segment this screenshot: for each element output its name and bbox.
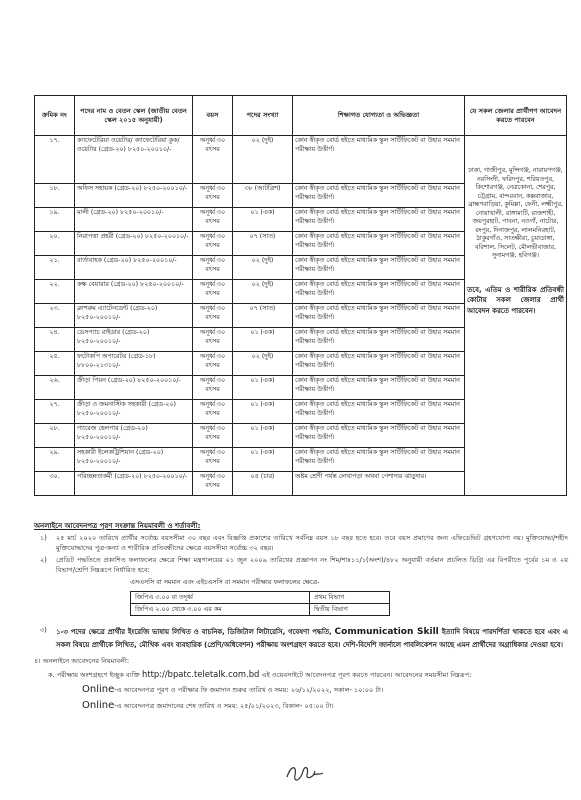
rule-text xyxy=(56,626,568,651)
online-start-text: -এ আবেদনপত্র পূরণ ও পরীক্ষার ফি জমাদান শুরুর তারিখ ও সময়: ২৬/১২/২০২২, সকাল- ১০:০০ টা। xyxy=(114,685,384,694)
cell-post: অফিস সহায়ক (গ্রেড-২০) ৮২৫০-২০০১০/- xyxy=(75,184,193,208)
cell-qualification: কোন স্বীকৃত বোর্ড হইতে মাধ্যমিক স্কুল সার্টিফিকেট বা উহার সমমান পরীক্ষায় উত্তীর্ণ। xyxy=(293,304,465,328)
cell-count: ০২ (দুই) xyxy=(233,352,293,376)
cell-post: ক্লাশরুম এ্যাটেনডেন্ট (গ্রেড-২০) ৮২৫০-২০০১০/- xyxy=(75,304,193,328)
grade-division: দ্বিতীয় বিভাগ xyxy=(309,603,389,615)
signature-image xyxy=(283,761,327,785)
online-rule-ka-text-b: এই ওয়েবসাইটে আবেদনপত্র পূরণ করতে পারবেন। আবেদনের সময়সীমা নিম্নরূপ: xyxy=(261,671,472,680)
online-rule-ka-text-a: পরীক্ষায় অংশগ্রহণে ইচ্ছুক ব্যক্তি xyxy=(56,671,140,680)
districts-list: ঢাকা, গাজীপুর, মুন্সিগঞ্জ, নারায়ণগঞ্জ, নরসিংদী, ফরিদপুর, শরিয়তপুর, কিশোরগঞ্জ, নেত্রকোনা, শেরপুর, চট্টগ্রাম, বান্দরবান, কক্সবাজার, ব্রাহ্মণবাড়িয়া, কুমিল্লা, ফেনী, লক্ষ্মীপুর, নোয়াখালী, রাঙ্গামাটি, রাজশাহী, জয়পুরহাট, পাবনা, নওগাঁ, নাটোর, রংপুর, দিনাজপুর, লালমনিরহাট, ঠাকুরগাঁও, সাতক্ষীরা, চুয়াডাঙ্গা, বরিশাল, সিলেট, মৌলভীবাজার, সুনামগঞ্জ, হবিগঞ্জ। xyxy=(468,167,563,259)
cell-serial: ২৭. xyxy=(35,400,75,424)
cell-qualification: কোন স্বীকৃত বোর্ড হইতে মাধ্যমিক স্কুল সার্টিফিকেট বা উহার সমমান পরীক্ষায় উত্তীর্ণ। xyxy=(293,328,465,352)
online-word: Online xyxy=(82,683,115,695)
table-row xyxy=(131,603,390,615)
online-rule-ka xyxy=(34,668,568,681)
header-count: পদের সংখ্যা xyxy=(233,96,293,136)
districts-note: তবে, এতিম ও শারীরিক প্রতিবন্ধী কোটায় সকল জেলার প্রার্থী আবেদন করতে পারবেন। xyxy=(467,285,564,316)
cell-age: অনূর্ধ্ব ৩০ বৎসর xyxy=(193,352,233,376)
cell-count: ০১ (এক) xyxy=(233,328,293,352)
rule-text: ২৫ মার্চ ২০২০ তারিখে প্রার্থীর সর্বোচ্চ বয়সসীমা ৩০ বছর এবং বিজ্ঞপ্তি প্রকাশের তারিখে সর্বনিম্ন বয়স ১৮ বছর হতে হবে। তবে বয়স প্রমাণের জন্য এফিডেভিট গ্রহণযোগ্য নয়। মুক্তিযোদ্ধা/শহীদ মুক্তিযোদ্ধাদের পুত্র-কন্যা ও শারীরিক প্রতিবন্ধীদের ক্ষেত্রে বয়সসীমা সর্বোচ্চ ৩২ বছর। xyxy=(56,534,568,552)
cell-count: ০১ (এক) xyxy=(233,424,293,448)
cell-age: অনূর্ধ্ব ৩০ বৎসর xyxy=(193,208,233,232)
cell-post: গ্যারেজ হেলপার (গ্রেড-২০) ৮২৫০-২০০১০/- xyxy=(75,424,193,448)
cell-serial: ২৫. xyxy=(35,352,75,376)
rules-section xyxy=(34,521,568,716)
header-age: বয়স xyxy=(193,96,233,136)
cell-serial: ২০. xyxy=(35,232,75,256)
cell-age: অনূর্ধ্ব ৩০ বৎসর xyxy=(193,424,233,448)
cell-age: অনূর্ধ্ব ৩০ বৎসর xyxy=(193,328,233,352)
cell-post: কক্ষ বেয়ারার (গ্রেড-২০) ৮২৫০-২০০১০/- xyxy=(75,280,193,304)
rule-number: ১) xyxy=(40,534,47,543)
application-url-link[interactable]: http://bpatc.teletalk.com.bd xyxy=(142,669,260,680)
cell-serial: ২৮. xyxy=(35,424,75,448)
cell-count: ০৭ (সাত) xyxy=(233,232,293,256)
grade-division: প্রথম বিভাগ xyxy=(309,591,389,603)
table-row xyxy=(131,591,390,603)
header-post: পদের নাম ও বেতন স্কেল (জাতীয় বেতন স্কেল ২০১৫ অনুযায়ী) xyxy=(75,96,193,136)
header-districts: যে সকল জেলার প্রার্থীগণ আবেদন করতে পারবেন xyxy=(465,96,567,136)
cell-count: ৩৮ (আটত্রিশ) xyxy=(233,184,293,208)
cell-post: বার্তাবাহক (গ্রেড-২০) ৮২৫০-২০০১০/- xyxy=(75,256,193,280)
online-rules-title: ৪। অনলাইনে আবেদনের নিয়মাবলী: xyxy=(34,656,130,665)
grade-gpa: জিপিএ ৩.০০ বা তদূর্ধ্ব xyxy=(131,591,310,603)
cell-qualification: কোন স্বীকৃত বোর্ড হইতে মাধ্যমিক স্কুল সার্টিফিকেট বা উহার সমমান পরীক্ষায় উত্তীর্ণ। xyxy=(293,256,465,280)
cell-count: ০১ (এক) xyxy=(233,376,293,400)
cell-post: ক্রীড়া পিয়ন (গ্রেড-২০) ৮২৫০-২০০১০/- xyxy=(75,376,193,400)
cell-count: ০২ (দুই) xyxy=(233,280,293,304)
online-start-date xyxy=(34,683,568,698)
cell-post: নিরাপত্তা প্রহরী (গ্রেড-২০) ৮২৫০-২০০১০/- xyxy=(75,232,193,256)
cell-qualification: কোন স্বীকৃত বোর্ড হইতে মাধ্যমিক স্কুল সার্টিফিকেট বা উহার সমমান পরীক্ষায় উত্তীর্ণ। xyxy=(293,424,465,448)
cell-count: ০১ (এক) xyxy=(233,208,293,232)
table-row xyxy=(35,136,567,184)
cell-age: অনূর্ধ্ব ৩০ বৎসর xyxy=(193,256,233,280)
rule-text: প্রেডিট পদ্ধতিতে প্রকাশিত ফলাফলের ক্ষেত্রে শিক্ষা মন্ত্রণালয়ের ০১ জুন ২০০৯ তারিখের প্রজ্ঞাপন নং শিম/শাঃ১১/১(অংশ)/৪৮২ অনুযায়ী বর্তমান প্রচলিত ডিগ্রি এর বিপরীতে পূর্বের ১ম ও ২য় বিভাগ/শ্রেণি নিম্নরূপে নির্ধারিত হবে: xyxy=(56,556,568,574)
online-rule-ka-label: ক. xyxy=(48,671,55,680)
communication-skill-text: Communication Skill xyxy=(334,626,439,637)
cell-age: অনূর্ধ্ব ৩০ বৎসর xyxy=(193,280,233,304)
cell-post: ডেসপ্যাচ রাইডার (গ্রেড-২০) ৮২৫০-২০০১০/- xyxy=(75,328,193,352)
cell-count: ০৪ (চার) xyxy=(233,472,293,496)
cell-count: ০১ (এক) xyxy=(233,448,293,472)
cell-serial: ২১. xyxy=(35,256,75,280)
header-qualification: শিক্ষাগত যোগ্যতা ও অভিজ্ঞতা xyxy=(293,96,465,136)
cell-age: অনূর্ধ্ব ৩০ বৎসর xyxy=(193,304,233,328)
rule-3-text-b: ইত্যাদি বিষয়ে পারদর্শিতা থাকতে হবে এবং এ সকল বিষয়ে প্রার্থীকে লিখিত, মৌখিক এবং ব্যবহারিক (প্রেণি/অধিবেশন) পরীক্ষায় অংশগ্রহণ করতে হবে। দেশি-বিদেশি জার্নালে পাবলিকেশন আছে এমন প্রার্থীদের অগ্রাধিকার দেওয়া হবে। xyxy=(56,627,569,649)
online-end-text: -এ আবেদনপত্র জমাদানের শেষ তারিখ ও সময়: ২৫/০১/২০২৩, বিকাল- ০৫:০০ টা। xyxy=(114,702,334,711)
online-word: Online xyxy=(82,700,115,712)
cell-serial: ২২. xyxy=(35,280,75,304)
cell-serial: ২৯. xyxy=(35,448,75,472)
cell-age: অনূর্ধ্ব ৩০ বৎসর xyxy=(193,184,233,208)
cell-count: ০৭ (সাত) xyxy=(233,304,293,328)
cell-post: ক্রীড়া ও জমনাস্টিক সহকারী (গ্রেড-২০) ৮২৫০-২০০১০/- xyxy=(75,400,193,424)
cell-post: ফটোকপি অপারেটর (গ্রেড-১৮) ৮৮০০-২১৩১০/- xyxy=(75,352,193,376)
cell-qualification: কোন স্বীকৃত বোর্ড হইতে মাধ্যমিক স্কুল সার্টিফিকেট বা উহার সমমান পরীক্ষায় উত্তীর্ণ। xyxy=(293,400,465,424)
cell-serial: ২৪. xyxy=(35,328,75,352)
cell-qualification: কোন স্বীকৃত বোর্ড হইতে মাধ্যমিক স্কুল সার্টিফিকেট বা উহার সমমান পরীক্ষায় উত্তীর্ণ। xyxy=(293,184,465,208)
cell-age: অনূর্ধ্ব ৩০ বৎসর xyxy=(193,232,233,256)
cell-post: ক্যাফেটেরিয়া ওয়েটার/ ক্যাফেটেরিয়া কুক/ওয়েটার (গ্রেড-২০) ৮২৫০-২০০১০/- xyxy=(75,136,193,184)
cell-post: মালী (গ্রেড-২০) ৮২৫০-২০০১০/- xyxy=(75,208,193,232)
cell-qualification: কোন স্বীকৃত বোর্ড হইতে মাধ্যমিক স্কুল সার্টিফিকেট বা উহার সমমান পরীক্ষায় উত্তীর্ণ। xyxy=(293,280,465,304)
cell-qualification: কোন স্বীকৃত বোর্ড হইতে মাধ্যমিক স্কুল সার্টিফিকেট বা উহার সমমান পরীক্ষায় উত্তীর্ণ। xyxy=(293,448,465,472)
cell-age: অনূর্ধ্ব ৩০ বৎসর xyxy=(193,472,233,496)
cell-age: অনূর্ধ্ব ৩০ বৎসর xyxy=(193,448,233,472)
header-serial: ক্রমিক নং xyxy=(35,96,75,136)
grade-table xyxy=(130,591,390,616)
cell-age: অনূর্ধ্ব ৩০ বৎসর xyxy=(193,136,233,184)
cell-qualification: কোন স্বীকৃত বোর্ড হইতে মাধ্যমিক স্কুল সার্টিফিকেট বা উহার সমমান পরীক্ষায় উত্তীর্ণ। xyxy=(293,232,465,256)
cell-qualification: কোন স্বীকৃত বোর্ড হইতে মাধ্যমিক স্কুল সার্টিফিকেট বা উহার সমমান পরীক্ষায় উত্তীর্ণ। xyxy=(293,136,465,184)
cell-qualification: কোন স্বীকৃত বোর্ড হইতে মাধ্যমিক স্কুল সার্টিফিকেট বা উহার সমমান পরীক্ষায় উত্তীর্ণ। xyxy=(293,208,465,232)
cell-serial: ৩০. xyxy=(35,472,75,496)
cell-count: ০১ (এক) xyxy=(233,400,293,424)
posts-table xyxy=(34,95,567,496)
cell-qualification: অষ্টম শ্রেণী পর্যন্ত লেখাপড়া অথবা পেশাদার ঝাড়ুদার। xyxy=(293,472,465,496)
rule-3 xyxy=(34,626,568,651)
districts-cell xyxy=(465,136,567,496)
cell-qualification: কোন স্বীকৃত বোর্ড হইতে মাধ্যমিক স্কুল সার্টিফিকেট বা উহার সমমান পরীক্ষায় উত্তীর্ণ। xyxy=(293,376,465,400)
cell-serial: ২৩. xyxy=(35,304,75,328)
rule-1 xyxy=(34,534,568,553)
cell-qualification: কোন স্বীকৃত বোর্ড হইতে মাধ্যমিক স্কুল সার্টিফিকেট বা উহার সমমান পরীক্ষায় উত্তীর্ণ। xyxy=(293,352,465,376)
rule-2 xyxy=(34,556,568,575)
online-end-date xyxy=(34,699,568,714)
rule-number: ২) xyxy=(40,556,47,565)
grade-equivalence-note: এসএসসি বা সমমান এবং এইচএসসি বা সমমান পরীক্ষার ফলাফলের ক্ষেত্রে- xyxy=(130,578,320,587)
cell-serial: ২৬. xyxy=(35,376,75,400)
cell-serial: ১৯. xyxy=(35,208,75,232)
cell-post: পরিচ্ছন্নতাকর্মী (গ্রেড-২০) ৮২৫০-২০০১০/- xyxy=(75,472,193,496)
rule-number: ৩) xyxy=(40,625,47,634)
cell-count: ০২ (দুই) xyxy=(233,256,293,280)
online-application-section xyxy=(34,657,568,714)
cell-serial: ১৭. xyxy=(35,136,75,184)
cell-serial: ১৮. xyxy=(35,184,75,208)
cell-age: অনূর্ধ্ব ৩০ বৎসর xyxy=(193,376,233,400)
rules-heading: অনলাইনে আবেদনপত্র পূরণ সংক্রান্ত নিয়মাবলী ও শর্তাবলী: xyxy=(34,522,201,530)
rule-3-text-a: ১-৩ পদের ক্ষেত্রে প্রার্থীর ইংরেজি ভাষায় লিখিত ও বাচনিক, ডিজিটাল লিটারেসি, গবেষণা পদ্ধতি, xyxy=(56,627,332,636)
grade-gpa: জিপিএ ২.০০ থেকে ৩.০০ এর কম xyxy=(131,603,310,615)
table-header-row xyxy=(35,96,567,136)
cell-age: অনূর্ধ্ব ৩০ বৎসর xyxy=(193,400,233,424)
cell-count: ০২ (দুই) xyxy=(233,136,293,184)
cell-post: সহকারী ইলেকট্রিশিয়ান (গ্রেড-২০) ৮২৫০-২০০১০/- xyxy=(75,448,193,472)
